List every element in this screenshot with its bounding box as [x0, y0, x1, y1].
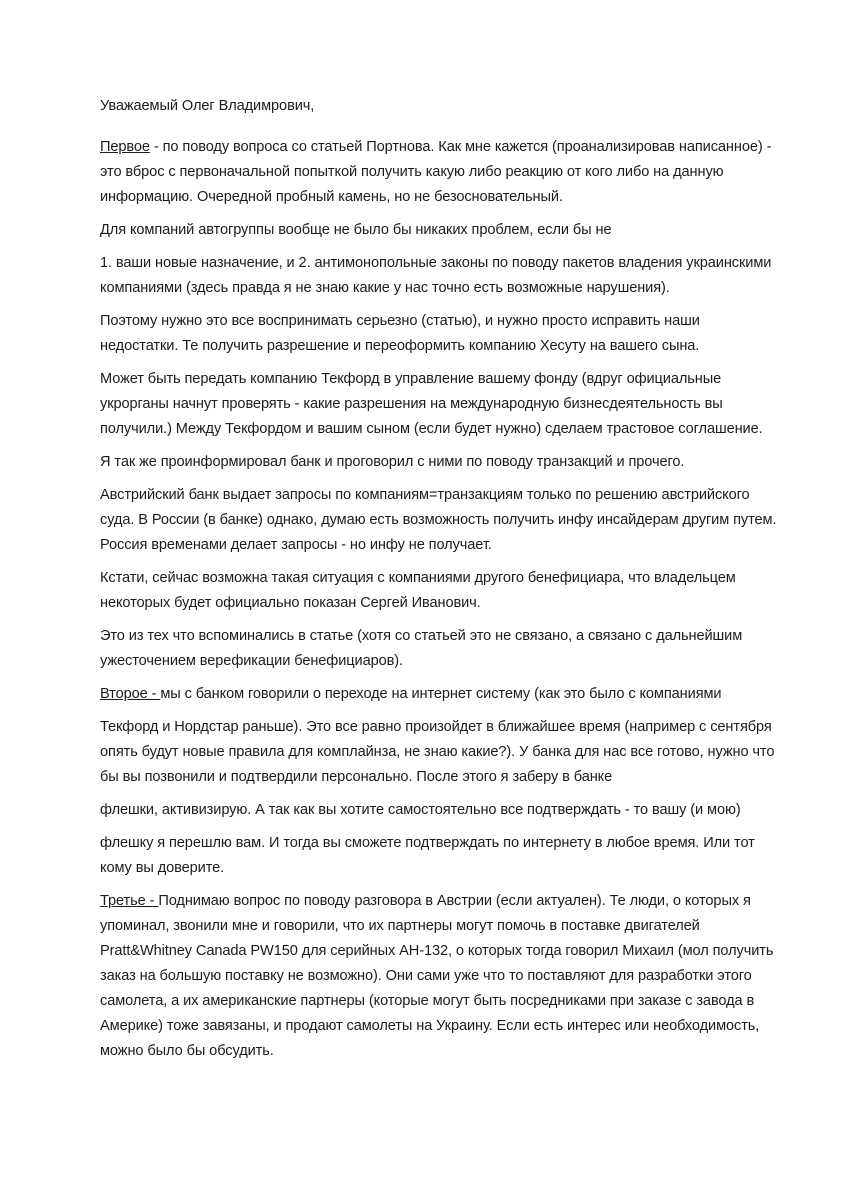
- paragraph-text: - по поводу вопроса со статьей Портнова. Как мне кажется (проанализировав написанное) - это вброс с первоначальной попыткой получить какую либо реакцию от кого либо на данную информацию. Очередной пробный камень, но не безосновательный.: [100, 139, 772, 205]
- paragraph: [100, 798, 782, 823]
- paragraph-text: Текфорд и Нордстар раньше). Это все равно произойдет в ближайшее время (например с сентября опять будут новые правила для комплайнза, не знаю какие?). У банка для нас все готово, нужно что бы вы позвонили и подтвердили персонально. После этого я заберу в банке: [100, 719, 775, 785]
- paragraph-text: Поэтому нужно это все воспринимать серьезно (статью), и нужно просто исправить наши недостатки. Те получить разрешение и переоформить компанию Хесуту на вашего сына.: [100, 313, 700, 354]
- paragraph: [100, 624, 782, 674]
- paragraph-text: Может быть передать компанию Текфорд в управление вашему фонду (вдруг официальные укрорганы начнут проверять - какие разрешения на международную бизнесдеятельность вы получили.) Между Текфордом и вашим сыном (если будет нужно) сделаем трастовое соглашение.: [100, 371, 763, 437]
- paragraph-text: Для компаний автогруппы вообще не было бы никаких проблем, если бы не: [100, 222, 612, 238]
- paragraph-text: Я так же проинформировал банк и проговорил с ними по поводу транзакций и прочего.: [100, 454, 685, 470]
- paragraph-text: флешки, активизирую. А так как вы хотите самостоятельно все подтверждать - то вашу (и мою): [100, 802, 741, 818]
- paragraph-text: Австрийский банк выдает запросы по компаниям=транзакциям только по решению австрийского суда. В России (в банке) однако, думаю есть возможность получить инфу инсайдерам другим путем. Россия временами делает запросы - но инфу не получает.: [100, 487, 777, 553]
- paragraph-text: 1. ваши новые назначение, и 2. антимонопольные законы по поводу пакетов владения украинскими компаниями (здесь правда я не знаю какие у нас точно есть возможные нарушения).: [100, 255, 772, 296]
- paragraph: [100, 889, 782, 1064]
- paragraph: [100, 715, 782, 790]
- paragraph: [100, 831, 782, 881]
- paragraph-lead-underlined: Второе -: [100, 686, 161, 702]
- paragraph: [100, 483, 782, 558]
- paragraph-text: флешку я перешлю вам. И тогда вы сможете подтверждать по интернету в любое время. Или тот кому вы доверите.: [100, 835, 755, 876]
- salutation: Уважаемый Олег Владимрович,: [100, 98, 315, 114]
- paragraph: [100, 309, 782, 359]
- paragraph-text: мы с банком говорили о переходе на интернет систему (как это было с компаниями: [160, 686, 722, 702]
- paragraph: [100, 682, 782, 707]
- paragraph: [100, 566, 782, 616]
- paragraph: [100, 367, 782, 442]
- paragraph-text: Поднимаю вопрос по поводу разговора в Австрии (если актуален). Те люди, о которых я упоминал, звонили мне и говорили, что их партнеры могут помочь в поставке двигателей Pratt&Whitney Canada PW150 для серийных АН-132, о которых тогда говорил Михаил (мол получить заказ на большую поставку не возможно). Они сами уже что то поставляют для разработки этого самолета, а их американские партнеры (которые могут быть посредниками при заказе с завода в Америке) тоже завязаны, и продают самолеты на Украину. Если есть интерес или необходимость, можно было бы обсудить.: [100, 893, 774, 1059]
- paragraph-text: Кстати, сейчас возможна такая ситуация с компаниями другого бенефициара, что владельцем некоторых будет официально показан Сергей Иванович.: [100, 570, 736, 611]
- paragraph-lead-underlined: Первое: [100, 139, 150, 155]
- paragraph-text: Это из тех что вспоминались в статье (хотя со статьей это не связано, а связано с дальнейшим ужесточением верефикации бенефициаров).: [100, 628, 743, 669]
- paragraph: [100, 251, 782, 301]
- paragraph: [100, 135, 782, 210]
- paragraph-lead-underlined: Третье -: [100, 893, 159, 909]
- paragraph: [100, 218, 782, 243]
- paragraph: [100, 450, 782, 475]
